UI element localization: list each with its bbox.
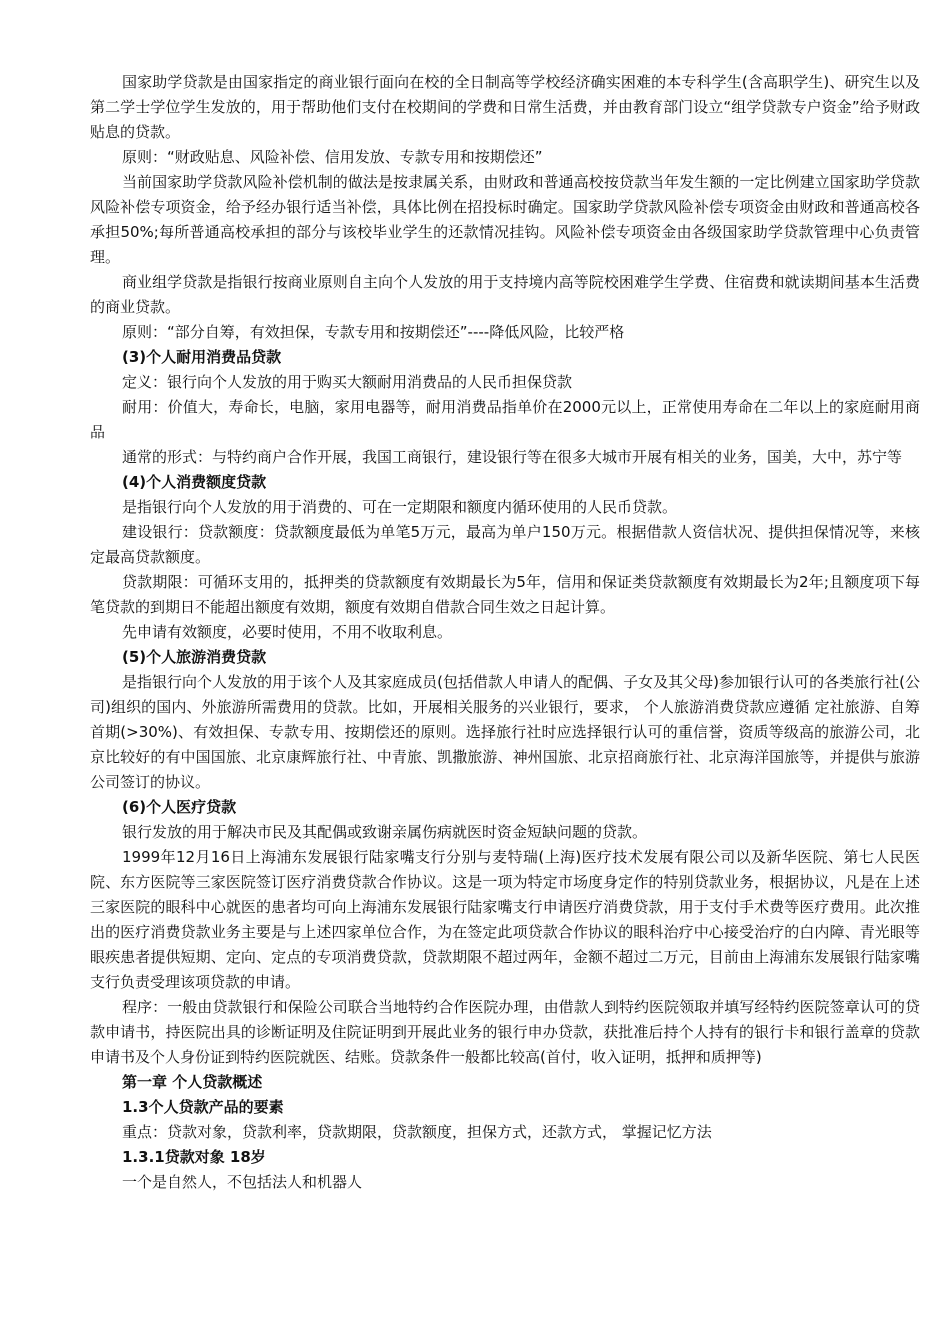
- paragraph-procedure: 程序：一般由贷款银行和保险公司联合当地特约合作医院办理，由借款人到特约医院领取并填写经特约医院签章认可的贷款申请书，持医院出具的诊断证明及住院证明到开展此业务的银行申办贷款，获批准后持个人持有的银行卡和银行盖章的贷款申请书及个人身份证到特约医院就医、结账。贷款条件一般都比较高(首付，收入证明，抵押和质押等): [90, 998, 920, 1066]
- heading-chapter-one: 第一章 个人贷款概述: [122, 1073, 263, 1091]
- paragraph-medical-history: 1999年12月16日上海浦东发展银行陆家嘴支行分别与麦特瑞(上海)医疗技术发展有限公司以及新华医院、第七人民医院、东方医院等三家医院签订医疗消费贷款合作协议。这是一项为特定市场度身定作的特别贷款业务，根据协议，凡是在上述三家医院的眼科中心就医的患者均可向上海浦东发展银行陆家嘴支行申请医疗消费贷款，用于支付手术费等医疗费用。此次推出的医疗消费贷款业务主要是与上述四家单位合作，为在签定此项贷款合作协议的眼科治疗中心接受治疗的白内障、青光眼等眼疾患者提供短期、定向、定点的专项消费贷款，贷款期限不超过两年，金额不超过二万元，目前由上海浦东发展银行陆家嘴支行负责受理该项贷款的申请。: [90, 848, 920, 991]
- paragraph-natural-person: 一个是自然人，不包括法人和机器人: [122, 1173, 363, 1191]
- paragraph-common-form: 通常的形式：与特约商户合作开展，我国工商银行，建设银行等在很多大城市开展有相关的业务，国美，大中，苏宁等: [122, 448, 903, 466]
- paragraph-risk-compensation: 当前国家助学贷款风险补偿机制的做法是按隶属关系，由财政和普通高校按贷款当年发生额的一定比例建立国家助学贷款风险补偿专项资金，给予经办银行适当补偿，具体比例在招投标时确定。国家助学贷款风险补偿专项资金由财政和普通高校各承担50%;每所普通高校承担的部分与该校毕业学生的还款情况挂钩。风险补偿专项资金由各级国家助学贷款管理中心负责管理。: [90, 173, 920, 266]
- paragraph-commercial-student-loan: 商业组学贷款是指银行按商业原则自主向个人发放的用于支持境内高等院校困难学生学费、住宿费和就读期间基本生活费的商业贷款。: [90, 273, 920, 316]
- heading-medical-loan: (6)个人医疗贷款: [122, 798, 237, 816]
- paragraph-principle-2: 原则：“部分自筹，有效担保，专款专用和按期偿还”----降低风险，比较严格: [122, 323, 625, 341]
- paragraph-apply-first: 先申请有效额度，必要时使用，不用不收取利息。: [122, 623, 453, 641]
- paragraph-loan-term: 贷款期限：可循环支用的，抵押类的贷款额度有效期最长为5年，信用和保证类贷款额度有效期最长为2年;且额度项下每笔贷款的到期日不能超出额度有效期，额度有效期自借款合同生效之日起计算。: [90, 573, 920, 616]
- heading-consumer-credit-line: (4)个人消费额度贷款: [122, 473, 267, 491]
- paragraph-ccb-limit: 建设银行：贷款额度：贷款额度最低为单笔5万元，最高为单户150万元。根据借款人资信状况、提供担保情况等，来核定最高贷款额度。: [90, 523, 920, 566]
- document-page: [90, 70, 920, 1195]
- paragraph-key-points: 重点：贷款对象，贷款利率，贷款期限，贷款额度，担保方式，还款方式， 掌握记忆方法: [122, 1123, 712, 1141]
- paragraph-principle-1: 原则：“财政贴息、风险补偿、信用发放、专款专用和按期偿还”: [122, 148, 543, 166]
- paragraph-national-student-loan: 国家助学贷款是由国家指定的商业银行面向在校的全日制高等学校经济确实困难的本专科学生(含高职学生)、研究生以及第二学士学位学生发放的，用于帮助他们支付在校期间的学费和日常生活费，并由教育部门设立“组学贷款专户资金”给予财政贴息的贷款。: [90, 73, 920, 141]
- heading-section-1-3-1: 1.3.1贷款对象 18岁: [122, 1148, 266, 1166]
- paragraph-medical-definition: 银行发放的用于解决市民及其配偶或致谢亲属伤病就医时资金短缺问题的贷款。: [122, 823, 648, 841]
- heading-travel-loan: (5)个人旅游消费贷款: [122, 648, 267, 666]
- paragraph-travel-loan: 是指银行向个人发放的用于该个人及其家庭成员(包括借款人申请人的配偶、子女及其父母)参加银行认可的各类旅行社(公司)组织的国内、外旅游所需费用的贷款。比如，开展相关服务的兴业银行，要求， 个人旅游消费贷款应遵循 定社旅游、自筹首期(>30%)、有效担保、专款专用、按期偿还的原则。选择旅行社时应选择银行认可的重信誉，资质等级高的旅游公司，北京比较好的有中国国旅、北京康辉旅行社、中青旅、凯撒旅游、神州国旅、北京招商旅行社、北京海洋国旅等，并提供与旅游公司签订的协议。: [90, 673, 920, 791]
- paragraph-credit-line-definition: 是指银行向个人发放的用于消费的、可在一定期限和额度内循环使用的人民币贷款。: [122, 498, 678, 516]
- heading-durable-goods-loan: (3)个人耐用消费品贷款: [122, 348, 282, 366]
- paragraph-durable: 耐用：价值大，寿命长，电脑，家用电器等，耐用消费品指单价在2000元以上，正常使用寿命在二年以上的家庭耐用商品: [90, 398, 920, 441]
- heading-section-1-3: 1.3个人贷款产品的要素: [122, 1098, 284, 1116]
- paragraph-definition: 定义：银行向个人发放的用于购买大额耐用消费品的人民币担保贷款: [122, 373, 573, 391]
